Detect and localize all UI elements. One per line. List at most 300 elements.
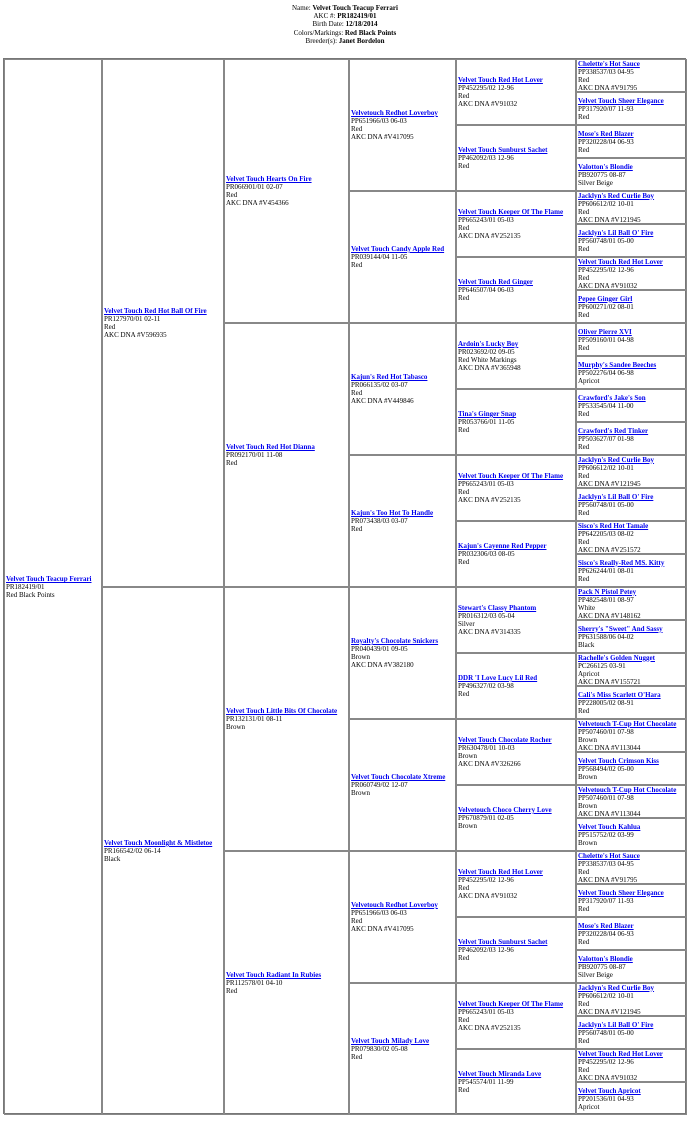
pedigree-cell-gen4 xyxy=(456,521,576,587)
pedigree-cell-gen5 xyxy=(576,158,687,191)
dog-name-link[interactable]: Murphy's Sandee Beeches xyxy=(578,360,657,369)
pedigree-cell-gen4 xyxy=(456,1049,576,1115)
pedigree-cell-gen5 xyxy=(576,719,687,752)
dog-name-link[interactable]: Velvet Touch Radiant In Rubies xyxy=(226,971,322,979)
dog-name-link[interactable]: Chelette's Hot Sauce xyxy=(578,59,640,68)
pedigree-cell-gen4 xyxy=(456,323,576,389)
dog-detail-line: AKC DNA #V121945 xyxy=(578,215,641,224)
dog-detail-line: Red xyxy=(458,162,470,170)
dog-detail-line: AKC DNA #V252135 xyxy=(458,496,521,504)
pedigree-cell-gen5 xyxy=(576,224,687,257)
pedigree-cell-gen4 xyxy=(456,125,576,191)
dog-name-link[interactable]: Velvetouch T-Cup Hot Chocolate xyxy=(578,785,677,794)
dog-name-link[interactable]: Tina's Ginger Snap xyxy=(458,410,517,418)
dog-name-link[interactable]: Velvet Touch Red Hot Lover xyxy=(578,1049,663,1058)
dog-detail-line: AKC DNA #V91032 xyxy=(578,1073,638,1082)
dog-detail-line: PP317920/07 11-93 xyxy=(578,104,634,113)
dog-name-link[interactable]: Velvet Touch Red Hot Lover xyxy=(458,868,543,876)
dog-name-link[interactable]: Velvet Touch Red Hot Lover xyxy=(458,76,543,84)
dog-detail-line: AKC DNA #V91795 xyxy=(578,875,638,884)
dog-detail-line: PP452295/02 12-96 xyxy=(458,876,514,884)
dog-entry xyxy=(226,175,312,207)
dog-detail-line: AKC DNA #V155721 xyxy=(578,677,641,686)
pedigree-cell-gen5 xyxy=(576,1016,687,1049)
dog-entry xyxy=(578,192,654,224)
dog-entry xyxy=(351,1037,429,1061)
dog-detail-line: AKC DNA #V91032 xyxy=(458,892,518,900)
dog-entry xyxy=(578,1050,663,1082)
dog-detail-line: Red xyxy=(351,261,363,269)
dog-detail-line: PP665243/01 05-03 xyxy=(458,480,514,488)
dog-detail-line: Red xyxy=(578,508,590,517)
dog-detail-line: PR032306/03 08-05 xyxy=(458,550,515,558)
dog-detail-line: AKC DNA #V417095 xyxy=(351,133,414,141)
dog-entry xyxy=(578,493,653,517)
dog-detail-line: PP606612/02 10-01 xyxy=(578,991,634,1000)
dog-entry xyxy=(351,109,438,141)
dog-detail-line: Red xyxy=(578,207,590,216)
dog-name-value: Velvet Touch Teacup Ferrari xyxy=(312,4,398,12)
dog-name-link[interactable]: Jacklyn's Red Curlie Boy xyxy=(578,983,655,992)
pedigree-cell-gen4 xyxy=(456,389,576,455)
dog-entry xyxy=(578,295,634,319)
dog-detail-line: Red xyxy=(578,904,590,913)
dog-name-link[interactable]: Jacklyn's Red Curlie Boy xyxy=(578,455,655,464)
dog-detail-line: PP320228/04 06-93 xyxy=(578,137,634,146)
dog-name-link[interactable]: Velvet Touch Keeper Of The Flame xyxy=(458,208,564,216)
dog-detail-line: PC266125 03-91 xyxy=(578,661,626,670)
pedigree-cell-gen5 xyxy=(576,884,687,917)
dog-name-link[interactable]: Sisco's Red Hot Tamale xyxy=(578,521,649,530)
akc-value: PR182419/01 xyxy=(337,12,377,21)
dog-detail-line: PP462092/03 12-96 xyxy=(458,154,514,162)
pedigree-cell-gen4 xyxy=(456,983,576,1049)
pedigree-table xyxy=(3,58,686,1114)
dog-detail-line: Silver Beige xyxy=(578,178,613,187)
dog-name-link[interactable]: Oliver Pierre XVI xyxy=(578,327,632,336)
dog-detail-line: Red xyxy=(578,442,590,451)
dog-detail-line: AKC DNA #V252135 xyxy=(458,232,521,240)
dog-detail-line: AKC DNA #V91032 xyxy=(578,281,638,290)
dog-detail-line: AKC DNA #V91032 xyxy=(458,100,518,108)
dog-detail-line: Silver xyxy=(458,620,475,628)
dog-detail-line: PR040439/01 09-05 xyxy=(351,645,408,653)
dog-detail-line: Red xyxy=(226,191,238,199)
dog-detail-line: Brown xyxy=(578,838,598,847)
pedigree-cell-gen1 xyxy=(102,587,224,1115)
dog-detail-line: Red xyxy=(458,488,470,496)
dog-name-link[interactable]: Kajun's Cayenne Red Pepper xyxy=(458,542,547,550)
pedigree-cell-gen4 xyxy=(456,191,576,257)
pedigree-cell-gen3 xyxy=(349,719,456,851)
dog-detail-line: PP533545/04 11-00 xyxy=(578,401,634,410)
dog-detail-line: AKC DNA #V121945 xyxy=(578,479,641,488)
dog-detail-line: Brown xyxy=(458,752,478,760)
dog-name-link[interactable]: Jacklyn's Lil Ball O' Fire xyxy=(578,1020,654,1029)
pedigree-cell-gen5 xyxy=(576,521,687,554)
dog-name-link[interactable]: Stewart's Classy Phantom xyxy=(458,604,537,612)
dog-detail-line: PP496327/02 03-98 xyxy=(458,682,514,690)
pedigree-cell-gen5 xyxy=(576,1049,687,1082)
dog-name-link[interactable]: Velvet Touch Keeper Of The Flame xyxy=(458,472,564,480)
dog-detail-line: PR132131/01 08-11 xyxy=(226,715,283,723)
dog-detail-line: PR066901/01 02-07 xyxy=(226,183,283,191)
dog-name-link[interactable]: Crawford's Jake's Son xyxy=(578,393,646,402)
dog-name-link[interactable]: Pepee Ginger Girl xyxy=(578,294,633,303)
pedigree-cell-gen3 xyxy=(349,851,456,983)
dog-entry xyxy=(578,522,648,554)
dog-name-link[interactable]: Velvet Touch Miranda Love xyxy=(458,1070,542,1078)
dog-detail-line: PP600271/02 08-01 xyxy=(578,302,634,311)
dog-detail-line: PP507460/01 07-98 xyxy=(578,727,634,736)
dog-detail-line: PR092170/01 11-08 xyxy=(226,451,283,459)
dog-entry xyxy=(458,806,552,830)
dog-detail-line: PP665243/01 05-03 xyxy=(458,1008,514,1016)
dog-detail-line: Black xyxy=(578,640,595,649)
dog-detail-line: PP317920/07 11-93 xyxy=(578,896,634,905)
dog-entry xyxy=(578,955,633,979)
dog-name-link[interactable]: Velvet Touch Red Hot Lover xyxy=(578,257,663,266)
pedigree-cell-gen4 xyxy=(456,587,576,653)
header-colors-row xyxy=(0,29,690,37)
pedigree-cell-gen5 xyxy=(576,59,687,92)
dog-detail-line: AKC DNA #V252135 xyxy=(458,1024,521,1032)
dog-detail-line: Red xyxy=(578,75,590,84)
dog-detail-line: PP507460/01 07-98 xyxy=(578,793,634,802)
pedigree-cell-gen3 xyxy=(349,455,456,587)
dog-detail-line: PR066135/02 03-07 xyxy=(351,381,408,389)
dog-name-link[interactable]: Velvet Touch Chocolate Rocher xyxy=(458,736,552,744)
pedigree-cell-gen5 xyxy=(576,587,687,620)
dog-detail-line: Brown xyxy=(226,723,246,731)
dog-name-link[interactable]: Valotton's Blondie xyxy=(578,162,633,171)
pedigree-cell-gen5 xyxy=(576,686,687,719)
dog-name-link[interactable]: Velvet Touch Sheer Elegance xyxy=(578,96,664,105)
dog-detail-line: AKC DNA #V148162 xyxy=(578,611,641,620)
dog-entry xyxy=(458,938,547,962)
dog-entry xyxy=(578,786,676,818)
dog-detail-line: Red xyxy=(578,244,590,253)
pedigree-cell-gen5 xyxy=(576,488,687,521)
pedigree-cell-gen5 xyxy=(576,257,687,290)
dog-detail-line: Red xyxy=(351,125,363,133)
dog-detail-line: Red xyxy=(458,558,470,566)
dog-detail-line: AKC DNA #V91795 xyxy=(578,83,638,92)
dog-name-link[interactable]: Crawford's Red Tinker xyxy=(578,426,649,435)
dog-name-link[interactable]: Sisco's Really-Red MS. Kitty xyxy=(578,558,665,567)
pedigree-cell-gen3 xyxy=(349,323,456,455)
dog-entry xyxy=(578,97,664,121)
dog-name-link[interactable]: Rachelle's Golden Nugget xyxy=(578,653,655,662)
dog-entry xyxy=(578,691,661,715)
dog-detail-line: AKC DNA #V326266 xyxy=(458,760,521,768)
dog-entry xyxy=(578,427,648,451)
dog-detail-line: Red xyxy=(578,1065,590,1074)
dog-name-link[interactable]: Chelette's Hot Sauce xyxy=(578,851,640,860)
dog-entry xyxy=(578,757,659,781)
dog-detail-line: AKC DNA #V596935 xyxy=(104,331,167,339)
dog-detail-line: Red xyxy=(578,310,590,319)
dog-detail-line: Red xyxy=(578,1036,590,1045)
dog-detail-line: White xyxy=(578,603,596,612)
dog-entry xyxy=(458,472,563,504)
dog-name-link[interactable]: Cali's Miss Scarlett O'Hara xyxy=(578,690,661,699)
dog-name-link[interactable]: Velvet Touch Crimson Kiss xyxy=(578,756,659,765)
dog-entry xyxy=(458,76,543,108)
pedigree-cell-gen2 xyxy=(224,587,349,851)
dog-entry xyxy=(578,1021,653,1045)
dog-detail-line: AKC DNA #V314335 xyxy=(458,628,521,636)
pedigree-cell-gen2 xyxy=(224,59,349,323)
dog-detail-line: Red xyxy=(226,459,238,467)
dog-detail-line: PR182419/01 xyxy=(6,583,45,591)
dog-detail-line: PR053766/01 11-05 xyxy=(458,418,515,426)
dog-detail-line: AKC DNA #V382180 xyxy=(351,661,414,669)
dog-name-link[interactable]: Sherry's "Sweet" And Sassy xyxy=(578,624,663,633)
dog-detail-line: PP503627/07 01-98 xyxy=(578,434,634,443)
dog-entry xyxy=(458,1000,563,1032)
dog-detail-line: PP665243/01 05-03 xyxy=(458,216,514,224)
dog-detail-line: Red xyxy=(578,706,590,715)
dog-name-link[interactable]: DDR 'I Love Lucy Lil Red xyxy=(458,674,538,682)
dog-detail-line: Red xyxy=(578,937,590,946)
dog-detail-line: Red xyxy=(351,389,363,397)
dog-detail-line: Red xyxy=(458,294,470,302)
dog-entry xyxy=(578,654,655,686)
dog-detail-line: PP646507/04 06-03 xyxy=(458,286,514,294)
dog-entry xyxy=(458,1070,541,1094)
pedigree-cell-gen3 xyxy=(349,191,456,323)
birth-date-label: Birth Date: xyxy=(312,20,344,29)
dog-name-link[interactable]: Velvet Touch Sunburst Sachet xyxy=(458,146,548,154)
dog-entry xyxy=(226,971,321,995)
dog-entry xyxy=(458,674,537,698)
dog-entry xyxy=(351,509,433,533)
dog-detail-line: PP452295/02 12-96 xyxy=(578,1057,634,1066)
dog-detail-line: PP560748/01 05-00 xyxy=(578,500,634,509)
dog-detail-line: PP228005/02 08-91 xyxy=(578,698,634,707)
dog-name-link[interactable]: Velvetouch T-Cup Hot Chocolate xyxy=(578,719,677,728)
dog-detail-line: Red xyxy=(578,343,590,352)
dog-detail-line: Red xyxy=(458,884,470,892)
dog-detail-line: PP502276/04 06-98 xyxy=(578,368,634,377)
dog-detail-line: PR112578/01 04-10 xyxy=(226,979,283,987)
dog-detail-line: Brown xyxy=(458,822,478,830)
dog-entry xyxy=(458,604,536,636)
dog-detail-line: PP338537/03 04-95 xyxy=(578,859,634,868)
dog-entry xyxy=(578,258,663,290)
pedigree-cell-gen4 xyxy=(456,653,576,719)
dog-name-link[interactable]: Velvetouch Redhot Loverboy xyxy=(351,901,438,909)
dog-name-link[interactable]: Royalty's Chocolate Snickers xyxy=(351,637,439,645)
dog-detail-line: PP462092/03 12-96 xyxy=(458,946,514,954)
dog-detail-line: Red xyxy=(578,409,590,418)
dog-detail-line: PP452295/02 12-96 xyxy=(578,265,634,274)
pedigree-cell-gen5 xyxy=(576,191,687,224)
dog-entry xyxy=(578,922,634,946)
name-label: Name: xyxy=(292,4,311,12)
dog-detail-line: Red xyxy=(351,917,363,925)
dog-name-link[interactable]: Velvetouch Choco Cherry Love xyxy=(458,806,552,814)
dog-name-link[interactable]: Kajun's Too Hot To Handle xyxy=(351,509,434,517)
pedigree-cell-gen5 xyxy=(576,785,687,818)
dog-detail-line: PR127970/01 02-11 xyxy=(104,315,161,323)
dog-detail-line: Red xyxy=(578,537,590,546)
pedigree-cell-gen5 xyxy=(576,356,687,389)
dog-name-link[interactable]: Jacklyn's Lil Ball O' Fire xyxy=(578,228,654,237)
dog-entry xyxy=(578,328,634,352)
dog-detail-line: Red xyxy=(104,323,116,331)
dog-detail-line: PP560748/01 05-00 xyxy=(578,1028,634,1037)
dog-name-link[interactable]: Kajun's Red Hot Tabasco xyxy=(351,373,428,381)
dog-detail-line: Black xyxy=(104,855,121,863)
dog-entry xyxy=(458,278,533,302)
dog-detail-line: Red xyxy=(578,867,590,876)
dog-detail-line: PR630478/01 10-03 xyxy=(458,744,515,752)
dog-detail-line: PR079830/02 05-08 xyxy=(351,1045,408,1053)
dog-entry xyxy=(578,1087,641,1111)
dog-entry xyxy=(458,340,521,372)
header-akc-row xyxy=(0,12,690,20)
dog-detail-line: PP320228/04 06-93 xyxy=(578,929,634,938)
pedigree-cell-gen5 xyxy=(576,653,687,686)
dog-name-link[interactable]: Pack N Pistol Petey xyxy=(578,587,637,596)
dog-detail-line: Red xyxy=(458,1086,470,1094)
dog-entry xyxy=(351,637,438,669)
dog-detail-line: PR016312/03 05-04 xyxy=(458,612,515,620)
pedigree-cell-gen4 xyxy=(456,851,576,917)
dog-detail-line: PP642205/03 08-02 xyxy=(578,529,634,538)
dog-name-link[interactable]: Velvetouch Redhot Loverboy xyxy=(351,109,438,117)
dog-entry xyxy=(578,984,654,1016)
dog-entry xyxy=(351,373,427,405)
dog-detail-line: Red Black Points xyxy=(6,591,55,599)
dog-detail-line: PB920775 08-87 xyxy=(578,962,626,971)
dog-detail-line: AKC DNA #V454366 xyxy=(226,199,289,207)
pedigree-cell-gen5 xyxy=(576,917,687,950)
dog-name-link[interactable]: Velvet Touch Red Hot Ball Of Fire xyxy=(104,307,207,315)
dog-entry xyxy=(578,361,656,385)
colors-label: Colors/Markings: xyxy=(293,28,344,37)
dog-name-link[interactable]: Velvet Touch Candy Apple Red xyxy=(351,245,445,253)
dog-name-link[interactable]: Mose's Red Blazer xyxy=(578,921,634,930)
dog-detail-line: PP515752/02 03-99 xyxy=(578,830,634,839)
pedigree-cell-gen2 xyxy=(224,851,349,1115)
dog-name-link[interactable]: Velvet Touch Red Hot Dianna xyxy=(226,443,315,451)
dog-detail-line: Red xyxy=(578,574,590,583)
dog-entry xyxy=(458,542,546,566)
dog-detail-line: Red xyxy=(578,112,590,121)
dog-detail-line: AKC DNA #V121945 xyxy=(578,1007,641,1016)
dog-entry xyxy=(578,889,664,913)
pedigree-cell-gen4 xyxy=(456,455,576,521)
dog-detail-line: PB920775 08-87 xyxy=(578,170,626,179)
pedigree-cell-gen5 xyxy=(576,92,687,125)
dog-entry xyxy=(578,130,634,154)
dog-detail-line: Red xyxy=(578,273,590,282)
pedigree-cell-gen5 xyxy=(576,851,687,884)
dog-name-link[interactable]: Velvet Touch Kahlua xyxy=(578,822,641,831)
dog-name-link[interactable]: Ardoin's Lucky Boy xyxy=(458,340,519,348)
dog-name-link[interactable]: Jacklyn's Lil Ball O' Fire xyxy=(578,492,654,501)
dog-name-link[interactable]: Mose's Red Blazer xyxy=(578,129,634,138)
dog-name-link[interactable]: Velvet Touch Milady Love xyxy=(351,1037,430,1045)
dog-entry xyxy=(578,60,640,92)
pedigree-cell-gen4 xyxy=(456,59,576,125)
dog-detail-line: PP452295/02 12-96 xyxy=(458,84,514,92)
pedigree-cell-gen5 xyxy=(576,455,687,488)
pedigree-cell-gen0 xyxy=(4,59,102,1115)
dog-detail-line: PP651966/03 06-03 xyxy=(351,117,407,125)
dog-detail-line: Brown xyxy=(578,801,598,810)
dog-detail-line: Red xyxy=(458,92,470,100)
dog-entry xyxy=(578,229,653,253)
dog-detail-line: Red xyxy=(458,690,470,698)
dog-detail-line: PP201536/01 04-93 xyxy=(578,1094,634,1103)
dog-entry xyxy=(578,394,646,418)
dog-name-link[interactable]: Velvet Touch Apricot xyxy=(578,1086,641,1095)
pedigree-cell-gen4 xyxy=(456,785,576,851)
dog-detail-line: PP626244/01 08-01 xyxy=(578,566,634,575)
pedigree-cell-gen5 xyxy=(576,323,687,356)
dog-entry xyxy=(226,443,315,467)
dog-name-link[interactable]: Velvet Touch Sheer Elegance xyxy=(578,888,664,897)
dog-detail-line: AKC DNA #V449846 xyxy=(351,397,414,405)
dog-detail-line: Red xyxy=(458,1016,470,1024)
pedigree-cell-gen5 xyxy=(576,1082,687,1115)
dog-entry xyxy=(458,410,516,434)
pedigree-cell-gen5 xyxy=(576,983,687,1016)
dog-detail-line: PP338537/03 04-95 xyxy=(578,67,634,76)
dog-name-link[interactable]: Jacklyn's Red Curlie Boy xyxy=(578,191,655,200)
dog-detail-line: AKC DNA #V365948 xyxy=(458,364,521,372)
pedigree-cell-gen3 xyxy=(349,59,456,191)
dog-entry xyxy=(6,575,92,599)
header-birth-row xyxy=(0,20,690,28)
dog-detail-line: PP545574/01 11-99 xyxy=(458,1078,514,1086)
dog-entry xyxy=(351,245,444,269)
dog-detail-line: PP509160/01 04-98 xyxy=(578,335,634,344)
dog-detail-line: PP606612/02 10-01 xyxy=(578,199,634,208)
dog-name-link[interactable]: Velvet Touch Little Bits Of Chocolate xyxy=(226,707,338,715)
dog-entry xyxy=(351,773,445,797)
dog-name-link[interactable]: Velvet Touch Moonlight & Mistletoe xyxy=(104,839,213,847)
dog-detail-line: Brown xyxy=(351,653,371,661)
pedigree-cell-gen5 xyxy=(576,752,687,785)
dog-name-link[interactable]: Velvet Touch Teacup Ferrari xyxy=(6,575,92,583)
dog-detail-line: PP560748/01 05-00 xyxy=(578,236,634,245)
dog-name-link[interactable]: Velvet Touch Keeper Of The Flame xyxy=(458,1000,564,1008)
pedigree-cell-gen5 xyxy=(576,290,687,323)
pedigree-cell-gen5 xyxy=(576,125,687,158)
dog-detail-line: PP606612/02 10-01 xyxy=(578,463,634,472)
dog-entry xyxy=(578,163,633,187)
dog-name-link[interactable]: Velvet Touch Red Ginger xyxy=(458,278,533,286)
dog-name-link[interactable]: Velvet Touch Chocolate Xtreme xyxy=(351,773,446,781)
dog-entry xyxy=(226,707,337,731)
dog-detail-line: Apricot xyxy=(578,376,600,385)
dog-entry xyxy=(578,456,654,488)
dog-name-link[interactable]: Velvet Touch Hearts On Fire xyxy=(226,175,312,183)
dog-detail-line: Red xyxy=(458,954,470,962)
dog-entry xyxy=(578,559,664,583)
dog-entry xyxy=(578,823,640,847)
dog-detail-line: PR060749/02 12-07 xyxy=(351,781,408,789)
dog-entry xyxy=(104,307,207,339)
dog-name-link[interactable]: Velvet Touch Sunburst Sachet xyxy=(458,938,548,946)
dog-name-link[interactable]: Valotton's Blondie xyxy=(578,954,633,963)
header-breeder-row xyxy=(0,37,690,45)
